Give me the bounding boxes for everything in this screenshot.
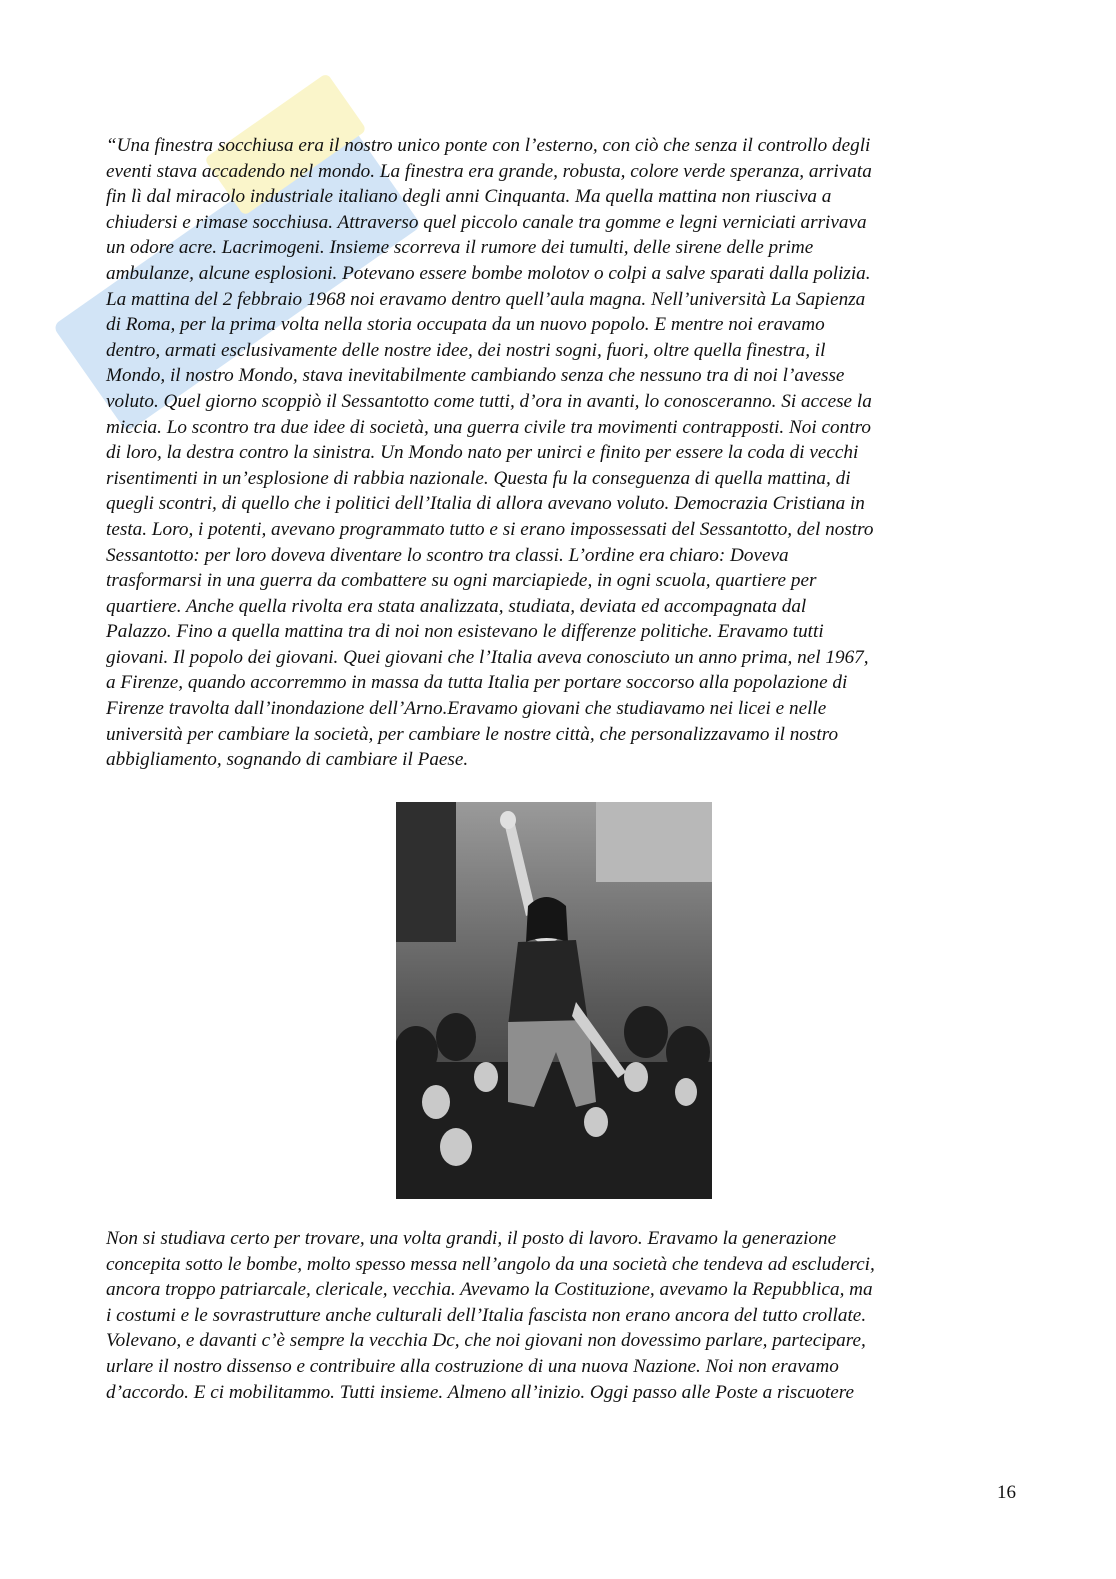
text-line: Volevano, e davanti c’è sempre la vecchia Dc, che noi giovani non dovessimo parlare, partecipare,	[106, 1330, 866, 1352]
text-line: La mattina del 2 febbraio 1968 noi eravamo dentro quell’aula magna. Nell’università La Sapienza	[106, 288, 866, 310]
photo-sky-patch	[596, 802, 712, 882]
text-line: Mondo, il nostro Mondo, stava inevitabilmente cambiando senza che nessuno tra di noi l’avesse	[106, 365, 845, 387]
text-line: testa. Loro, i potenti, avevano programmato tutto e si erano impossessati del Sessantotto, del nostro	[106, 518, 874, 540]
text-line: ambulanze, alcune esplosioni. Potevano essere bombe molotov o colpi a salve sparati dalla polizia.	[106, 262, 871, 284]
text-line: quartiere. Anche quella rivolta era stata analizzata, studiata, deviata ed accompagnata dal	[106, 595, 807, 617]
text-line: fin lì dal miracolo industriale italiano degli anni Cinquanta. Ma quella mattina non riusciva a	[106, 186, 832, 208]
photo-pillar	[396, 802, 456, 942]
text-line: Firenze travolta dall’inondazione dell’Arno.Eravamo giovani che studiavamo nei licei e nelle	[106, 698, 827, 720]
paragraph-2	[106, 1226, 1016, 1405]
text-line: d’accordo. E ci mobilitammo. Tutti insieme. Almeno all’inizio. Oggi passo alle Poste a riscuotere	[106, 1381, 855, 1403]
text-line: Non si studiava certo per trovare, una volta grandi, il posto di lavoro. Eravamo la generazione	[106, 1228, 837, 1249]
text-line: dentro, armati esclusivamente delle nostre idee, dei nostri sogni, fuori, oltre quella finestra, il	[106, 339, 826, 361]
paragraph-1	[106, 133, 1016, 773]
text-line: di Roma, per la prima volta nella storia occupata da un nuovo popolo. E mentre noi eravamo	[106, 314, 825, 336]
protest-photo	[396, 802, 712, 1199]
text-line: di loro, la destra contro la sinistra. Un Mondo nato per unirci e finito per essere la coda di vecchi	[106, 442, 859, 464]
text-line: chiudersi e rimase socchiusa. Attraverso quel piccolo canale tra gomme e legni verniciati arrivava	[106, 211, 867, 233]
text-line: università per cambiare la società, per cambiare le nostre città, che personalizzavamo il nostro	[106, 723, 839, 745]
text-line: a Firenze, quando accorremmo in massa da tutta Italia per portare soccorso alla popolazione di	[106, 672, 848, 694]
text-line: urlare il nostro dissenso e contribuire alla costruzione di una nuova Nazione. Noi non eravamo	[106, 1355, 839, 1377]
text-line: trasformarsi in una guerra da combattere su ogni marciapiede, in ogni scuola, quartiere per	[106, 570, 817, 592]
text-line: eventi stava accadendo nel mondo. La finestra era grande, robusta, colore verde speranza, arrivata	[106, 160, 872, 182]
text-line: quegli scontri, di quello che i politici dell’Italia di allora avevano voluto. Democrazia Cristiana in	[106, 493, 865, 515]
page-number: 16	[997, 1482, 1016, 1503]
text-line: giovani. Il popolo dei giovani. Quei giovani che l’Italia aveva conosciuto un anno prima, nel 1967,	[106, 646, 869, 668]
text-line: “Una finestra socchiusa era il nostro unico ponte con l’esterno, con ciò che senza il controllo degli	[106, 135, 871, 156]
text-line: i costumi e le sovrastrutture anche culturali dell’Italia fascista non erano ancora del tutto crollate.	[106, 1304, 867, 1326]
text-line: risentimenti in un’esplosione di rabbia nazionale. Questa fu la conseguenza di quella mattina, di	[106, 467, 851, 489]
text-line: miccia. Lo scontro tra due idee di società, una guerra civile tra movimenti contrapposti. Noi contro	[106, 416, 871, 438]
text-line: ancora troppo patriarcale, clericale, vecchia. Avevamo la Costituzione, avevamo la Repubblica, ma	[106, 1279, 873, 1301]
text-line: abbigliamento, sognando di cambiare il Paese.	[106, 749, 469, 771]
text-line: concepita sotto le bombe, molto spesso messa nell’angolo da una società che tendeva ad escluderci,	[106, 1253, 875, 1275]
text-line: voluto. Quel giorno scoppiò il Sessantotto come tutti, d’ora in avanti, lo conosceranno. Si accese la	[106, 390, 872, 412]
text-line: Palazzo. Fino a quella mattina tra di noi non esistevano le differenze politiche. Eravamo tutti	[106, 621, 824, 643]
text-line: Sessantotto: per loro doveva diventare lo scontro tra classi. L’ordine era chiaro: Doveva	[106, 544, 789, 566]
text-line: un odore acre. Lacrimogeni. Insieme scorreva il rumore dei tumulti, delle sirene delle prime	[106, 237, 814, 259]
